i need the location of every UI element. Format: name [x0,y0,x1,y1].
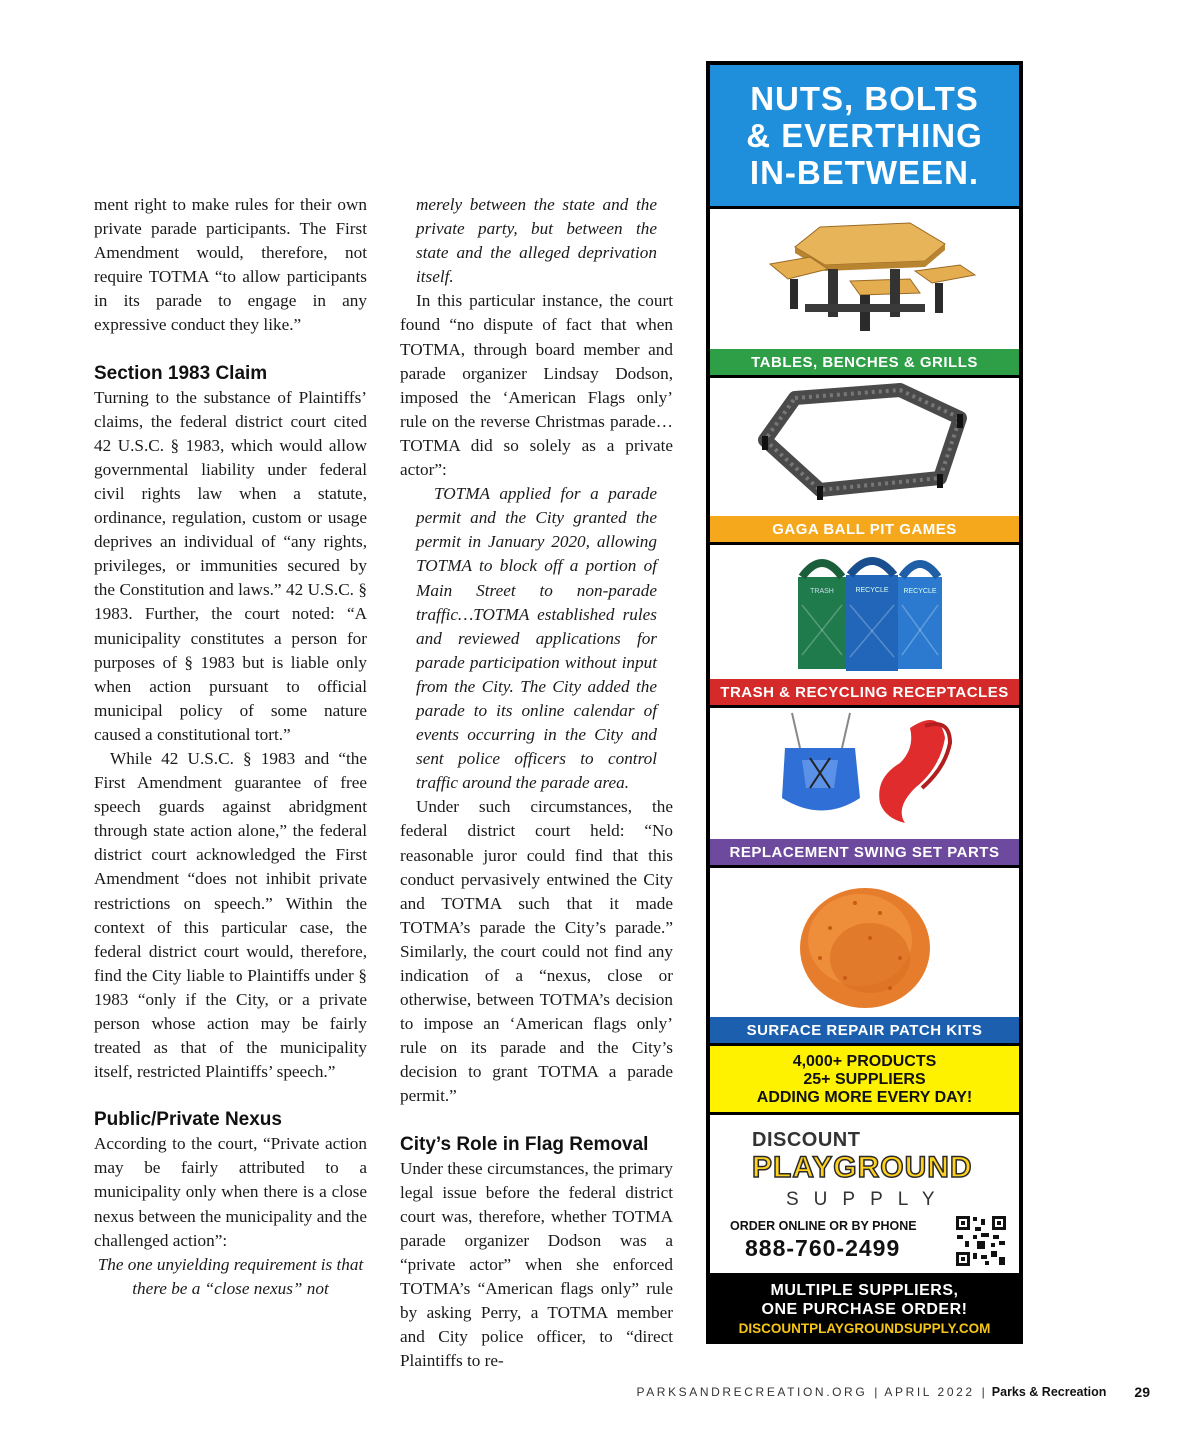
brand-top: DISCOUNT [752,1129,861,1151]
bin-label: RECYCLE [903,588,937,595]
qr-code-icon[interactable] [955,1215,1007,1272]
article-column-1 [94,193,367,1301]
paragraph: While 42 U.S.C. § 1983 and “the First Amendment guarantee of free speech guards against abridgment through state action alone,” the federal district court acknowledged the First Amendment “does not inhibit private restrictions on speech.” Within the context of this particular case, the federal district court would, therefore, find the City liable to Plaintiffs under § 1983 “only if the City, or a private person whose action may be fairly treated as that of the municipality itself, restricted Plaintiffs’ speech.” [94,748,367,1082]
paragraph: In this particular instance, the court found “no dispute of fact that when TOTMA, through board member and parade organizer Lindsay Dodson, imposed the ‘American Flags only’ rule on the reverse Christmas parade…TOTMA did so solely as a private actor”: [400,291,673,480]
advertisement[interactable] [706,61,1023,1344]
promo-line: 25+ SUPPLIERS [803,1070,926,1088]
brand-logo: PLAYGROUND [752,1151,973,1184]
block-quote: merely between the state and the private party, but between the state and the alleged deprivation itself. [416,195,657,287]
headline-line: & EVERTHING [746,117,983,154]
category-bar: TABLES, BENCHES & GRILLS [710,349,1019,375]
page-footer [600,1384,1150,1400]
section-heading: Public/Private Nexus [94,1109,282,1131]
brand-bottom: SUPPLY [786,1189,950,1210]
bin-label: TRASH [810,588,834,595]
phone-number[interactable]: 888-760-2499 [745,1235,901,1261]
ad-headline [710,65,1019,209]
paragraph: According to the court, “Private action may be fairly attributed to a municipality only when there is a close nexus between the municipality and the challenged action”: [94,1134,367,1250]
footer-line: MULTIPLE SUPPLIERS, [770,1282,959,1299]
category-bar: TRASH & RECYCLING RECEPTACLES [710,679,1019,705]
headline-line: IN-BETWEEN. [749,154,980,191]
paragraph: Under these circumstances, the primary legal issue before the federal district court was, therefore, whether TOTMA parade organizer Dodson was a “private actor” when she enforced TOTMA’s “American flags only” rule by asking Perry, a TOTMA member and City police officer, to “direct Plaintiffs to re- [400,1158,673,1371]
ad-footer [710,1273,1019,1340]
paragraph: Under such circumstances, the federal district court held: “No reasonable juror could find that this conduct pervasively entwined the City and TOTMA such that it made TOTMA’s parade the City’s parade.” Similarly, the court could not find any indication of a “nexus, close or otherwise, between TOTMA’s decision to impose an ‘American flags only’ rule on its parade and the City’s decision to grant TOTMA a parade permit.” [400,797,673,1106]
promo-box [710,1046,1019,1113]
picnic-table-image [710,209,1019,349]
issue-date: APRIL 2022 [884,1385,975,1399]
magazine-name: Parks & Recreation [991,1385,1107,1399]
article-column-2 [400,193,673,1373]
block-quote: TOTMA applied for a parade permit and the City granted the permit in January 2020, allowing TOTMA to block off a portion of Main Street to non-parade traffic…TOTMA established rules and reviewed applications for parade participation without input from the City. The City added the parade to its online calendar of events occurring in the City and sent police officers to control traffic around the parade area. [416,484,657,793]
section-heading: City’s Role in Flag Removal [400,1133,649,1155]
category-bar: GAGA BALL PIT GAMES [710,516,1019,542]
promo-line: 4,000+ PRODUCTS [792,1052,937,1070]
site-url[interactable]: PARKSANDRECREATION.ORG [636,1385,868,1399]
bin-label: RECYCLE [855,587,889,594]
page-number: 29 [1134,1384,1150,1400]
category-bar: REPLACEMENT SWING SET PARTS [710,839,1019,865]
swing-slide-image [710,708,1019,839]
rubber-mulch-image [710,868,1019,1017]
brand-block [710,1115,1019,1273]
website-link[interactable]: DISCOUNTPLAYGROUNDSUPPLY.COM [738,1321,991,1336]
category-bar: SURFACE REPAIR PATCH KITS [710,1017,1019,1043]
paragraph: ment right to make rules for their own private parade participants. The First Amendment would, therefore, not require TOTMA “to allow participants in its parade to engage in any expressive conduct they like.” [94,195,367,335]
promo-line: ADDING MORE EVERY DAY! [756,1088,973,1106]
trash-bins-image [710,545,1019,679]
footer-divider: | [981,1385,985,1399]
order-text: ORDER ONLINE OR BY PHONE [730,1219,917,1233]
gaga-pit-image [710,378,1019,516]
footer-line: ONE PURCHASE ORDER! [761,1301,968,1318]
headline-line: NUTS, BOLTS [750,80,979,117]
paragraph: Turning to the substance of Plaintiffs’ claims, the federal district court cited 42 U.S.C. § 1983, which would allow governmental liability under federal civil rights law when a statute, ordinance, regulation, custom or usage deprives an individual of “any rights, privileges, or immunities secured by the Constitution and laws.” 42 U.S.C. § 1983. Further, the court noted: “A municipality constitutes a person for purposes of § 1983 but is liable only when action pursuant to official municipal policy of some nature caused a constitutional tort.” [94,387,367,744]
block-quote: The one unyielding requirement is that there be a “close nexus” not [97,1254,364,1298]
section-heading: Section 1983 Claim [94,362,268,384]
footer-divider: | [874,1385,878,1399]
